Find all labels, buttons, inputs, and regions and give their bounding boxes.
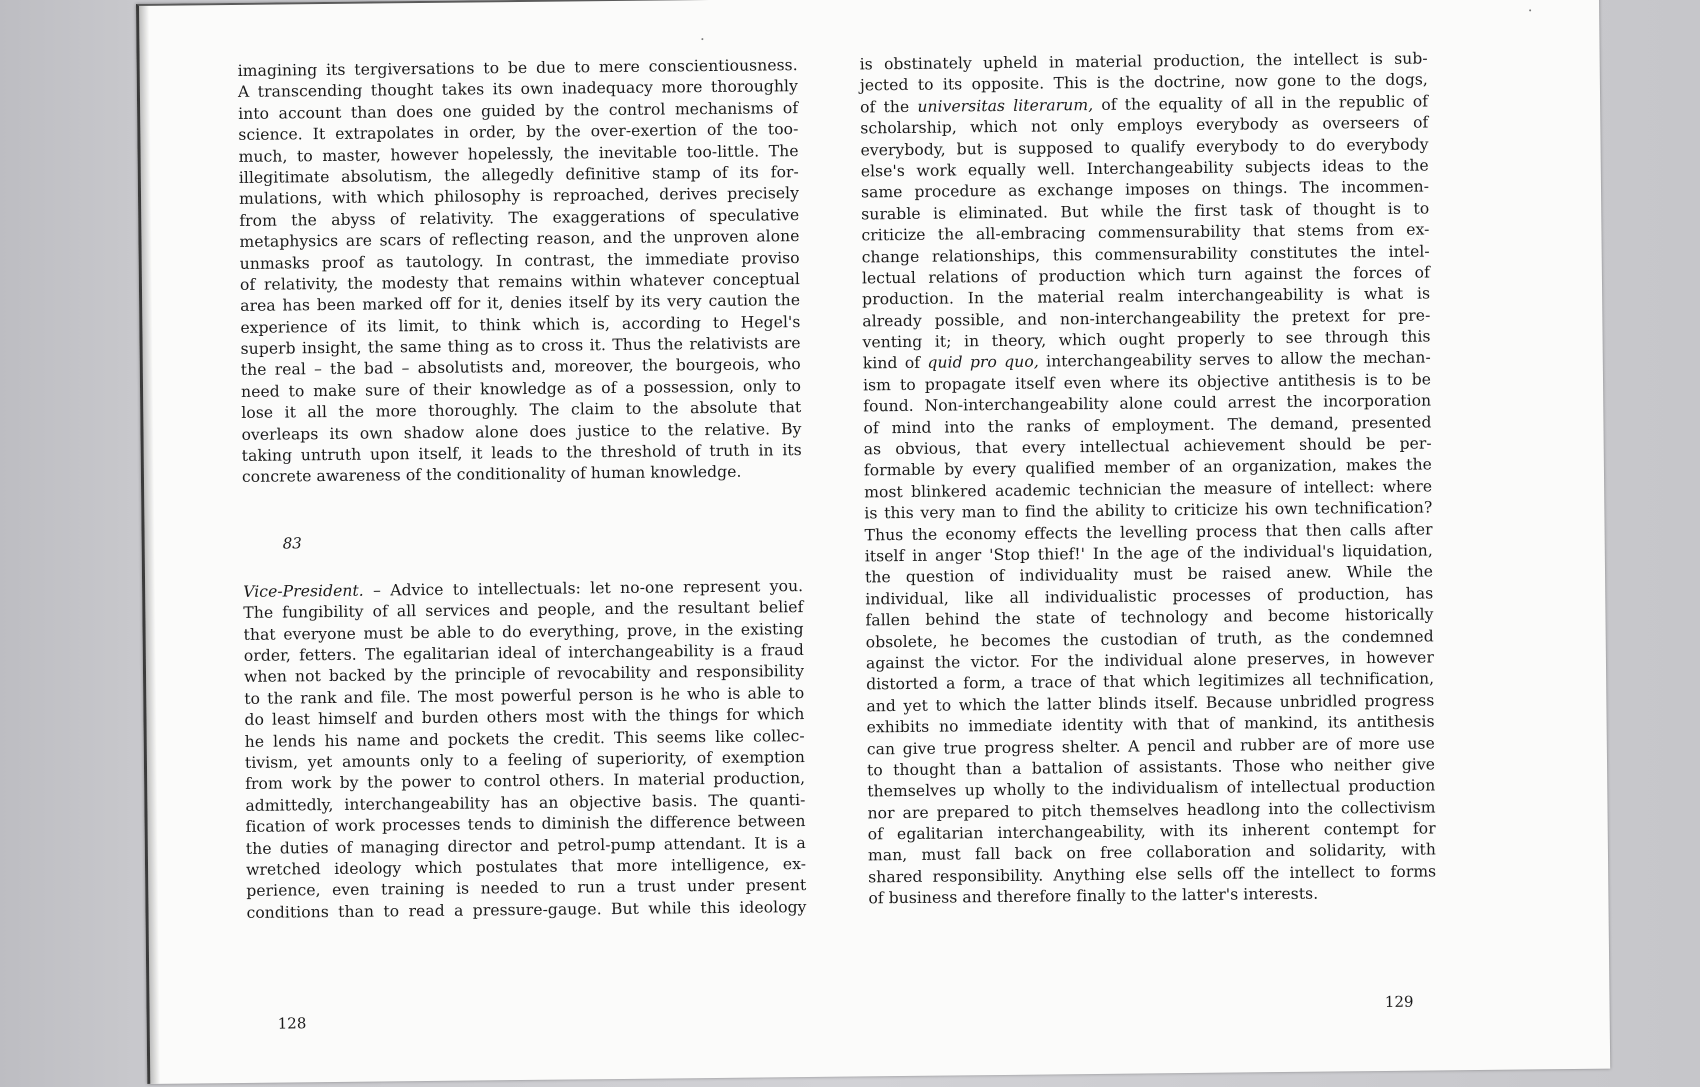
text-line: perience, even training is needed to run a trust under present xyxy=(246,876,807,901)
text-line: into account than does one guided by the control mechanisms of xyxy=(238,98,799,123)
text-line: surable is eliminated. But while the first task of thought is to xyxy=(861,199,1430,224)
text-line: against the victor. For the individual alone preserves, in however xyxy=(865,648,1435,673)
left-page-text xyxy=(238,55,807,924)
text-line: ism to propagate itself even where its objective antithesis is to be xyxy=(862,370,1432,395)
paragraph-2 xyxy=(243,576,807,924)
text-line: lectual relations of production which turn against the forces of xyxy=(861,263,1430,288)
text-line: much, to master, however hopelessly, the inevitable too-little. The xyxy=(238,141,799,166)
text-line: scholarship, which not only employs everybody as overseers of xyxy=(860,113,1429,138)
text-line: admittedly, interchangeability has an objective basis. The quanti- xyxy=(245,790,806,815)
text-line: taking untruth upon itself, it leads to the threshold of truth in its xyxy=(241,441,802,465)
text-line: that everyone must be able to do everything, prove, in the existing xyxy=(243,619,804,644)
text-line: unmasks proof as tautology. In contrast, the immediate proviso xyxy=(239,248,800,273)
text-line: area has been marked off for it, denies itself by its very caution the xyxy=(240,291,801,316)
text-line: do least himself and burden others most with the things for which xyxy=(244,705,805,730)
right-page xyxy=(859,0,1438,1076)
text-fragment: kind of xyxy=(862,354,928,373)
text-line: fication of work processes tends to diminish the difference between xyxy=(245,812,806,837)
text-line: tivism, yet amounts only to a feeling of superiority, of exemption xyxy=(244,747,806,772)
text-line: exhibits no immediate identity with that of mankind, its antithesis xyxy=(866,712,1435,737)
text-line: he lends his name and pockets the credit. This seems like collec- xyxy=(244,726,805,751)
right-page-text xyxy=(860,48,1437,910)
text-line: order, fetters. The egalitarian ideal of interchangeability is a fraud xyxy=(243,641,804,665)
page-number-right: 129 xyxy=(1384,992,1414,1011)
text-line: from the abyss of relativity. The exaggerations of speculative xyxy=(239,205,800,230)
page-number-left: 128 xyxy=(277,1014,307,1033)
section-number: 83 xyxy=(282,534,302,553)
text-line: of relativity, the modesty that remains within whatever conceptual xyxy=(239,269,801,294)
text-line: can give true progress shelter. A pencil and rubber are of more use xyxy=(866,733,1435,758)
text-line: from work by the power to control others. In material production, xyxy=(245,769,806,794)
text-line: Thus the economy effects the levelling process that then calls after xyxy=(864,520,1433,544)
text-line: concrete awareness of the conditionality of human knowledge. xyxy=(241,463,742,487)
paragraph-1 xyxy=(238,55,802,489)
section-title: Vice-President. xyxy=(243,581,364,601)
text-fragment: of the equality of all in the republic of xyxy=(1093,92,1429,114)
text-line: The fungibility of all services and people, and the resultant belief xyxy=(243,598,804,623)
text-line: production. In the material realm interchangeability is what is xyxy=(862,284,1431,309)
text-line: of mind into the ranks of employment. The demand, presented xyxy=(863,413,1432,438)
text-line: same procedure as exchange imposes on things. The incommen- xyxy=(860,177,1430,202)
text-line: metaphysics are scars of reflecting reason, and the unproven alone xyxy=(239,227,800,252)
italic-phrase: universitas literarum, xyxy=(917,95,1094,116)
text-line: individual, like all individualistic processes of production, has xyxy=(865,584,1434,609)
paper-speck xyxy=(701,38,703,40)
text-line: superb insight, the same thing as to cross it. Thus the relativists are xyxy=(240,334,801,359)
text-fragment: of the xyxy=(860,97,918,117)
text-line: as obvious, that every intellectual achievement should be per- xyxy=(863,434,1432,459)
text-line: distorted a form, a trace of that which legitimizes all technification, xyxy=(866,669,1435,694)
text-line: mulations, with which philosophy is reproached, derives precisely xyxy=(238,184,800,209)
text-line: imagining its tergiversations to be due to mere conscientiousness. xyxy=(237,56,798,80)
italic-phrase: quid pro quo, xyxy=(927,353,1039,373)
text-line: formable by every qualified member of an organization, makes the xyxy=(863,455,1432,480)
text-line: and yet to which the latter blinds itself. Because unbridled progress xyxy=(866,691,1435,716)
text-line: criticize the all-embracing commensurability that stems from ex- xyxy=(861,220,1430,245)
text-line: of egalitarian interchangeability, with its inherent contempt for xyxy=(867,819,1436,844)
text-line: of business and therefore finally to the latter's interests. xyxy=(868,884,1319,908)
text-line: wretched ideology which postulates that more intelligence, ex- xyxy=(245,854,807,879)
text-line: found. Non-interchangeability alone could arrest the incorporation xyxy=(863,391,1432,416)
left-page xyxy=(237,0,808,1083)
text-line: conditions than to read a pressure-gauge. But while this ideology xyxy=(246,897,807,922)
text-line: the question of individuality must be raised anew. While the xyxy=(864,562,1434,587)
paper-speck xyxy=(1529,9,1531,11)
text-line: A transcending thought takes its own inadequacy more thoroughly xyxy=(237,77,798,102)
text-line: is this very man to find the ability to criticize his own technification? xyxy=(864,498,1433,523)
text-line: obsolete, he becomes the custodian of truth, as the condemned xyxy=(865,626,1434,651)
text-line: is obstinately upheld in material production, the intellect is sub- xyxy=(859,49,1428,74)
text-line: fallen behind the state of technology and become historically xyxy=(865,605,1434,630)
section-gap xyxy=(242,483,802,535)
text-line: itself in anger 'Stop thief!' In the age of the individual's liquidation, xyxy=(864,541,1433,566)
text-line: everybody, but is supposed to qualify everybody to do everybody xyxy=(860,135,1429,159)
text-line: to thought than a battalion of assistants. Those who neither give xyxy=(866,755,1436,780)
text-line: already possible, and non-interchangeability the pretext for pre- xyxy=(862,306,1431,331)
text-line: man, must fall back on free collaboration and solidarity, with xyxy=(867,840,1437,865)
text-line: to the rank and file. The most powerful person is he who is able to xyxy=(244,683,805,708)
text-line: most blinkered academic technician the measure of intellect: where xyxy=(864,477,1433,502)
text-line: venting it; in theory, which ought properly to see through this xyxy=(862,327,1431,352)
text-line: the duties of managing director and petrol-pump attendant. It is a xyxy=(245,833,806,858)
text-line: change relationships, this commensurability constitutes the intel- xyxy=(861,241,1430,266)
text-line: when not backed by the principle of revocability and responsibility xyxy=(243,662,805,687)
text-line: else's work equally well. Interchangeability subjects ideas to the xyxy=(860,156,1429,181)
text-line: lose it all the more thoroughly. The claim to the absolute that xyxy=(241,398,802,423)
text-fragment: interchangeability serves to allow the mechan- xyxy=(1038,348,1431,372)
text-line: illegitimate absolutism, the allegedly definitive stamp of its for- xyxy=(238,163,799,187)
text-line: nor are prepared to pitch themselves headlong into the collectivism xyxy=(867,798,1436,823)
text-line: jected to its opposite. This is the doctrine, now gone to the dogs, xyxy=(859,70,1428,95)
text-line: overleaps its own shadow alone does justice to the relative. By xyxy=(241,419,802,444)
text-line: themselves up wholly to the individualism of intellectual production xyxy=(867,776,1436,801)
text-line: the real – the bad – absolutists and, moreover, the bourgeois, who xyxy=(240,355,801,380)
text-line: need to make sure of their knowledge as of a possession, only to xyxy=(240,376,802,401)
text-line: science. It extrapolates in order, by the over-exertion of the too- xyxy=(238,120,799,145)
section-first-line-text: – Advice to intellectuals: let no-one represent you. xyxy=(363,576,804,600)
text-line: experience of its limit, to think which is, according to Hegel's xyxy=(240,312,801,337)
book-spread xyxy=(136,0,1610,1084)
text-line: shared responsibility. Anything else sells off the intellect to forms xyxy=(868,862,1437,887)
